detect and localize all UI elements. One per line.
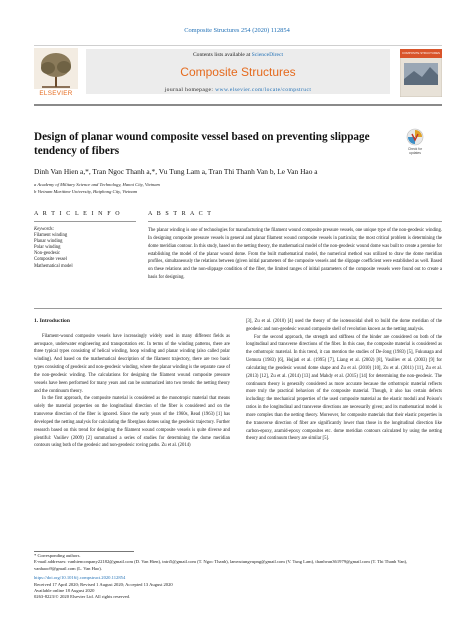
crossmark-badge[interactable] xyxy=(402,128,428,154)
homepage-line xyxy=(86,87,390,93)
journal-name: Composite Structures xyxy=(180,65,296,79)
keyword-item: Filament winding xyxy=(34,233,68,239)
contents-line xyxy=(86,52,390,58)
elsevier-logo xyxy=(34,48,78,98)
journal-reference[interactable]: Composite Structures 254 (2020) 112854 xyxy=(184,27,290,34)
keyword-item: Polar winding xyxy=(34,245,61,251)
body-paragraph: In the first approach, the composite material is considered as the monotropic material that means solely the material properties on the longitudinal direction of the fiber is considered and on the transverse direction of the fiber is ignored. Since the early years of the 1960s, Read (1963) [1] has developed the netting analysis for calculating the fiberglass domes using the geodesic trajectory. Further research based on this trend for designing the filament wound composite vessels is quite diverse and plentiful: Vasiliev (2009) [2] summarized a series of studies for determining the dome meridian contours using both of the geodesic and non-geodesic roving paths. Zu et al. (2014) xyxy=(34,396,230,449)
homepage-link[interactable]: www.elsevier.com/locate/compstruct xyxy=(215,87,312,93)
email-addresses: E-mail addresses: vanhienconpany22182@gmail.com (D. Van Hien), tntrt5@gmail.com (T. Ngoc Thanh), lamvutungvupng@gmail.com (V. Tung Lam), thanhvan361979@gmail.com (T. Thi Thanh Van), vanhaoo9@gmail.com (L. Van Hao). xyxy=(34,559,408,571)
dates-line: Received 17 April 2020; Revised 1 August 2020; Accepted 13 August 2020 xyxy=(34,581,173,587)
keyword-item: Planar winding xyxy=(34,239,63,245)
journal-header-box xyxy=(86,49,390,94)
body-paragraph: For the second approach, the strength and stiffness of the binder are considered on both of the longitudinal and transverse directions of the fiber. In this case, the composite material is considered as the orthotropic material. In this trend, it can mention the studies of De-Jong (1983) [5], Fukunaga and Uemura (1983) [6], Hojjati et al. (1995) [7], Liang et al. (2002) [8], Vasiliev et al. (2003) [9] for calculating the geodesic wound dome shape and Zu et al. (2010) [10], Zu et al. (2011) [11], Zu et al. (2013) [12], Zu et al. (2014) [13] and Mahdy et al. (2015) [14] for determining the non-geodesic. The continuum theory is generally considered as more accurate because the orthotropic material reflects more truly the practical behaviors of the composite material. Though, it also has certain defects including: the mechanical properties of the used composite material as the elastic moduli and Poison's ratios in the longitudinal and transverse directions are necessarily given; and its mathematical model is more complex than the netting theory. Moreover, for composite materials that their elastic properties in the transverse direction of fiber are significantly lower than those in the longitudinal direction like carbon-epoxy, aramid-epoxy composites etc. dome meridian contours calculated by using the netting theory and continuum theory are similar [5]. xyxy=(246,334,442,442)
corresponding-note: * Corresponding authors. xyxy=(34,553,81,558)
article-title: Design of planar wound composite vessel based on preventing slippage tendency of fibers xyxy=(34,131,370,157)
keyword-item: Mathematical model xyxy=(34,263,73,269)
contents-prefix: Contents lists available at xyxy=(192,52,252,58)
doi-link[interactable]: https://doi.org/10.1016/j.compstruct.2020.112854 xyxy=(34,575,126,581)
journal-masthead xyxy=(34,45,442,106)
body-paragraph: Filament-wound composite vessels have increasingly widely used in many different fields as aerospace, underwater engineering and transportation etc. In terms of the winding patterns, there are three typical types consisting of helical winding, hoop winding and planar winding (also called polar winding). And based on the mathematical description of the filament trajectory, there are two basic types consisting of geodesic and non-geodesic winding, where the planar winding is the separate case of the non-geodesic winding. The calculations for designing the filament wound composite pressure vessels have been performed for many years and can be summarized into two trends: the netting theory and the continuum theory. xyxy=(34,333,230,394)
sciencedirect-link[interactable]: ScienceDirect xyxy=(251,52,284,58)
keywords-list xyxy=(34,227,73,270)
keyword-item: Composite vessel xyxy=(34,257,67,263)
abstract-text: The planar winding is one of technologies for manufacturing the filament wound composite pressure vessels, one unique type of the non-geodesic winding. In designing composite pressure vessels in general and planar filament wound composite vessels in particular, the most critical problem is determining the dome meridian contour. In this study, based on the netting theory, the mathematical model of the non-geodesic wound dome was built to create a premise for establishing the model of the planar wound dome. From the built mathematical model, the numerical method was utilized to draw the dome meridian profiles, simultaneously the relations between (given initial parameters of the composite vessels and the slippage coefficient were established as well. Based on these relations and the non-slippage condition of the fiber, the limited ranges of initial parameters of the composite vessels were found out to create a basis for designing. xyxy=(148,228,442,281)
body-column-right xyxy=(246,318,442,443)
abstract-heading: A B S T R A C T xyxy=(148,211,213,217)
elsevier-wordmark: ELSEVIER xyxy=(39,90,73,97)
affiliation-b: b Vietnam Maritime University, Haiphong City, Vietnam xyxy=(34,189,138,194)
keyword-item: Non-geodesic xyxy=(34,251,61,257)
body-paragraph: [3], Zu et al. (2010) [4] used the theory of the isotensoidal shell to build the dome meridian of the geodesic and non-geodesic wound composite shell of revolution known as the netting analysis. xyxy=(246,319,442,332)
copyright-line: 0263-8223/© 2020 Elsevier Ltd. All rights reserved. xyxy=(34,594,131,600)
body-column-left xyxy=(34,318,230,450)
journal-cover-image xyxy=(400,49,442,97)
affiliation-a: a Academy of Military Science and Technology, Hanoi City, Vietnam xyxy=(34,182,160,187)
abstract-divider xyxy=(148,221,442,222)
crossmark-icon xyxy=(402,128,428,148)
homepage-prefix: journal homepage: xyxy=(164,87,216,93)
keywords-label: Keywords: xyxy=(34,227,55,232)
affiliations xyxy=(34,181,160,195)
author-list: Dinh Van Hien a,*, Tran Ngoc Thanh a,*, Vu Tung Lam a, Tran Thi Thanh Van b, Le Van Hao a xyxy=(34,167,318,176)
crossmark-label: Check for updates xyxy=(407,147,423,155)
article-info-heading: A R T I C L E I N F O xyxy=(34,211,122,217)
introduction-heading: 1. Introduction xyxy=(34,318,70,324)
article-footer xyxy=(34,553,442,601)
footnote-divider xyxy=(34,551,134,552)
cover-thumbnail-icon xyxy=(400,49,442,97)
article-info-divider xyxy=(34,221,136,222)
cover-title: COMPOSITE STRUCTURES xyxy=(402,51,440,55)
available-online: Available online 18 August 2020 xyxy=(34,588,95,594)
section-divider xyxy=(34,308,442,309)
